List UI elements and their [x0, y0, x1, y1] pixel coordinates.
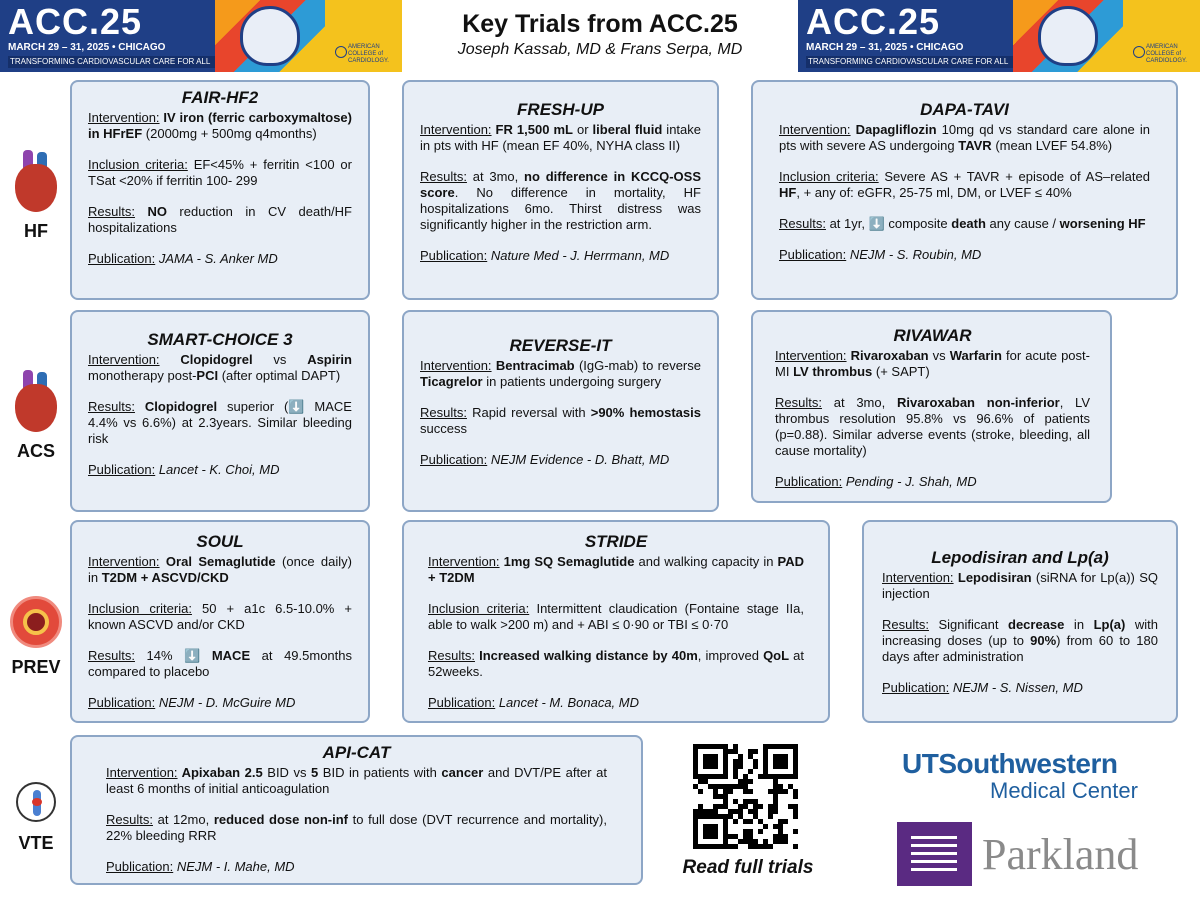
banner-tagline: TRANSFORMING CARDIOVASCULAR CARE FOR ALL	[8, 56, 223, 68]
results-line: Results: Rapid reversal with >90% hemostasis success	[420, 405, 701, 436]
trial-card-fair-hf2	[70, 80, 370, 300]
qr-module	[793, 774, 798, 779]
intervention-line: Intervention: Rivaroxaban vs Warfarin for acute post-MI LV thrombus (+ SAPT)	[775, 348, 1090, 379]
trial-title: RIVAWAR	[893, 326, 972, 345]
heart-icon	[13, 370, 59, 436]
qr-module	[768, 844, 773, 849]
intervention-line: Intervention: Lepodisiran (siRNA for Lp(a)) SQ injection	[882, 570, 1158, 601]
acc25-banner-left	[0, 0, 402, 72]
utsw-logo-subtitle: Medical Center	[990, 778, 1138, 803]
qr-module	[793, 829, 798, 834]
page-title: Key Trials from ACC.25	[462, 10, 738, 38]
trial-card-stride	[402, 520, 830, 723]
trial-card-soul	[70, 520, 370, 723]
trial-title: REVERSE-IT	[509, 336, 612, 355]
section-hf	[0, 150, 72, 242]
qr-module	[783, 789, 788, 794]
results-line: Results: 14% ⬇️ MACE at 49.5months compared to placebo	[88, 648, 353, 679]
acc25-logo: ACC.25	[806, 1, 941, 42]
qr-module	[748, 769, 753, 774]
publication-line: Publication: NEJM - I. Mahe, MD	[106, 859, 295, 874]
acc-org-name: AMERICAN COLLEGE of CARDIOLOGY.	[348, 44, 389, 64]
trial-card-fresh-up	[402, 80, 719, 300]
qr-module	[713, 764, 718, 769]
qr-module	[753, 749, 758, 754]
trial-title: DAPA-TAVI	[920, 100, 1009, 119]
qr-module	[783, 819, 788, 824]
qr-module	[773, 809, 778, 814]
trial-card-reverse-it	[402, 310, 719, 512]
results-line: Results: at 1yr, ⬇️ composite death any cause / worsening HF	[779, 216, 1146, 231]
trial-card-dapa-tavi	[751, 80, 1178, 300]
qr-module	[768, 814, 773, 819]
section-acs	[0, 370, 72, 462]
acc25-banner-right	[798, 0, 1200, 72]
trial-title: FRESH-UP	[517, 100, 604, 119]
page-authors: Joseph Kassab, MD & Frans Serpa, MD	[457, 41, 743, 58]
trial-card-smart-choice-3	[70, 310, 370, 512]
intervention-line: Intervention: Oral Semaglutide (once daily) in T2DM + ASCVD/CKD	[88, 554, 352, 585]
section-vte	[0, 782, 72, 854]
acc-org-name: AMERICAN COLLEGE of CARDIOLOGY.	[1146, 44, 1187, 64]
results-line: Results: at 3mo, Rivaroxaban non-inferior, LV thrombus resolution 95.8% vs 96.6% of patients (p=0.88). Similar adverse events (stroke, bleeding, all cause mortality)	[775, 395, 1090, 458]
results-line: Results: Significant decrease in Lp(a) with increasing doses (up to 90%) from 60 to 180 days after administration	[882, 617, 1159, 664]
qr-module	[733, 844, 738, 849]
intervention-line: Intervention: Dapagliflozin 10mg qd vs standard care alone in pts with severe AS undergoing TAVR (mean LVEF 54.8%)	[779, 122, 1150, 153]
publication-line: Publication: Nature Med - J. Herrmann, MD	[420, 248, 670, 263]
parkland-logo-icon	[897, 822, 972, 886]
publication-line: Publication: NEJM - S. Roubin, MD	[779, 247, 982, 262]
heart-illustration-icon	[1038, 6, 1098, 66]
qr-module	[748, 819, 753, 824]
acc25-logo: ACC.25	[8, 1, 143, 42]
trial-title: FAIR-HF2	[181, 88, 259, 107]
qr-module	[723, 774, 728, 779]
inclusion-line: Inclusion criteria: Severe AS + TAVR + episode of AS–related HF, + any of: eGFR, 25-75 ml, DM, or LVEF ≤ 40%	[779, 169, 1150, 200]
qr-module	[728, 789, 733, 794]
trial-card-lepodisiran	[862, 520, 1178, 723]
inclusion-line: Inclusion criteria: Intermittent claudication (Fontaine stage IIa, able to walk >200 m) and + ABI ≤ 0·90 or TBI ≤ 0·70	[428, 601, 804, 632]
section-label-hf: HF	[24, 221, 48, 241]
intervention-line: Intervention: 1mg SQ Semaglutide and walking capacity in PAD + T2DM	[428, 554, 804, 585]
trial-title: API-CAT	[322, 743, 391, 762]
qr-caption: Read full trials	[682, 857, 814, 878]
section-label-vte: VTE	[18, 833, 54, 853]
intervention-line: Intervention: Bentracimab (IgG-mab) to reverse Ticagrelor in patients undergoing surgery	[420, 358, 701, 389]
vein-clot-icon	[16, 782, 56, 822]
qr-module	[793, 814, 798, 819]
trial-title: STRIDE	[584, 532, 648, 551]
qr-module	[793, 794, 798, 799]
banner-tagline: TRANSFORMING CARDIOVASCULAR CARE FOR ALL	[806, 56, 1021, 68]
inclusion-line: Inclusion criteria: EF<45% + ferritin <100 or TSat <20% if ferritin 100- 299	[88, 157, 352, 188]
qr-module	[793, 844, 798, 849]
qr-module	[698, 789, 703, 794]
section-label-acs: ACS	[16, 441, 55, 461]
qr-module	[733, 819, 738, 824]
trial-title: SMART-CHOICE 3	[147, 330, 293, 349]
qr-module	[763, 824, 768, 829]
section-prev	[0, 596, 72, 678]
trial-title: Lepodisiran and Lp(a)	[931, 548, 1109, 567]
qr-module	[758, 829, 763, 834]
publication-line: Publication: Lancet - K. Choi, MD	[88, 462, 280, 477]
trial-card-api-cat	[70, 735, 643, 885]
banner-dates: MARCH 29 – 31, 2025 • CHICAGO	[8, 42, 166, 53]
intervention-line: Intervention: FR 1,500 mL or liberal fluid intake in pts with HF (mean EF 40%, NYHA class II)	[420, 122, 701, 153]
qr-code[interactable]	[690, 742, 805, 852]
publication-line: Publication: Pending - J. Shah, MD	[775, 474, 977, 489]
qr-module	[748, 779, 753, 784]
results-line: Results: at 3mo, no difference in KCCQ-OSS score. No difference in mortality, HF hospitalizations 6mo. Thirst distress was significantly higher in the restriction arm.	[420, 169, 701, 232]
results-line: Results: Clopidogrel superior (⬇️ MACE 4.4% vs 6.6%) at 2.3years. Similar bleeding risk	[88, 399, 352, 446]
qr-module	[713, 834, 718, 839]
trial-title: SOUL	[196, 532, 244, 551]
section-label-prev: PREV	[11, 657, 61, 677]
banner-dates: MARCH 29 – 31, 2025 • CHICAGO	[806, 42, 964, 53]
publication-line: Publication: NEJM - D. McGuire MD	[88, 695, 296, 710]
trial-card-rivawar	[751, 310, 1112, 503]
qr-module	[753, 764, 758, 769]
parkland-logo: Parkland	[982, 830, 1139, 879]
intervention-line: Intervention: Clopidogrel vs Aspirin monotherapy post-PCI (after optimal DAPT)	[88, 352, 352, 383]
qr-module	[783, 764, 788, 769]
qr-module	[758, 804, 763, 809]
heart-icon	[13, 150, 59, 216]
utsw-logo: UTSouthwestern	[902, 748, 1118, 779]
publication-line: Publication: NEJM - S. Nissen, MD	[882, 680, 1083, 695]
publication-line: Publication: Lancet - M. Bonaca, MD	[428, 695, 639, 710]
intervention-line: Intervention: IV iron (ferric carboxymaltose) in HFrEF (2000mg + 500mg q4months)	[88, 110, 352, 141]
publication-line: Publication: NEJM Evidence - D. Bhatt, MD	[420, 452, 670, 467]
qr-module	[748, 789, 753, 794]
qr-module	[783, 839, 788, 844]
heart-illustration-icon	[240, 6, 300, 66]
results-line: Results: NO reduction in CV death/HF hospitalizations	[88, 204, 352, 235]
results-line: Results: at 12mo, reduced dose non-inf to full dose (DVT recurrence and mortality), 22% bleeding RRR	[106, 812, 608, 843]
intervention-line: Intervention: Apixaban 2.5 BID vs 5 BID in patients with cancer and DVT/PE after at least 6 months of initial anticoagulation	[106, 765, 608, 796]
results-line: Results: Increased walking distance by 40m, improved QoL at 52weeks.	[428, 648, 804, 679]
publication-line: Publication: JAMA - S. Anker MD	[88, 251, 278, 266]
inclusion-line: Inclusion criteria: 50 + a1c 6.5-10.0% + known ASCVD and/or CKD	[88, 601, 352, 632]
artery-plaque-icon	[10, 596, 62, 648]
qr-module	[738, 764, 743, 769]
